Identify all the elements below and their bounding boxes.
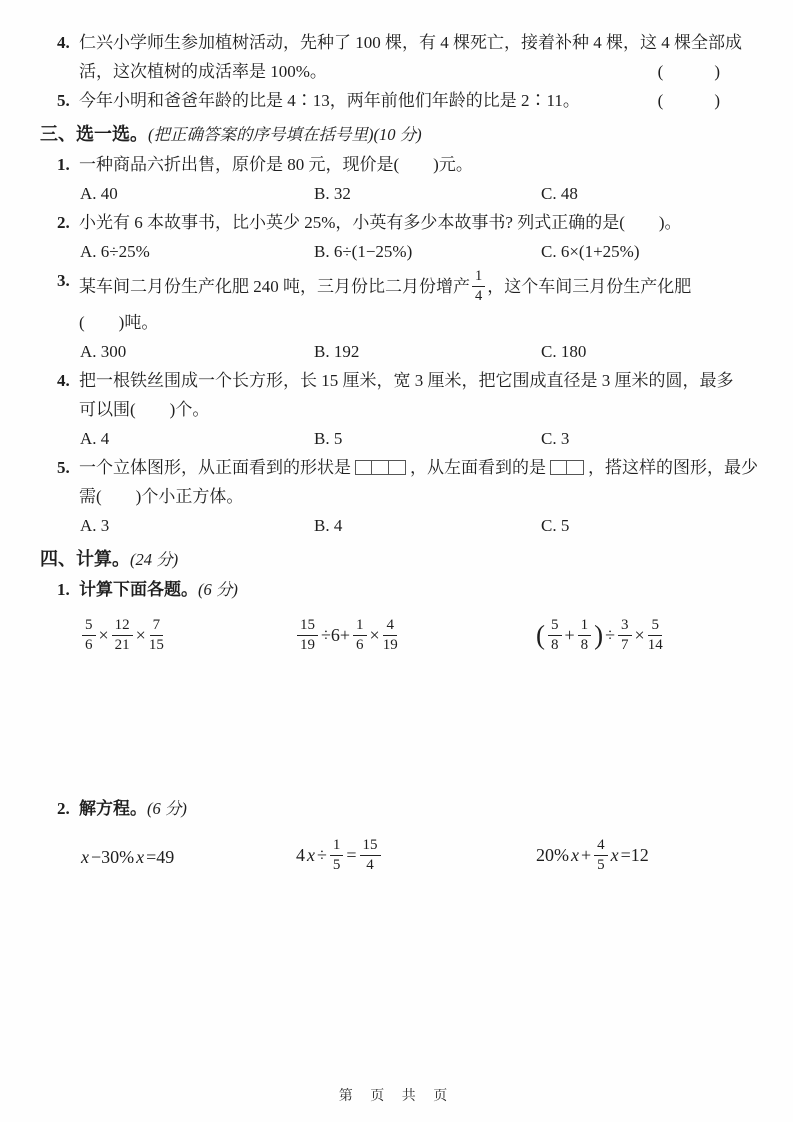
fraction-denominator: 8 [551, 636, 559, 653]
operator: × [135, 625, 146, 646]
front-view-shape [355, 460, 406, 475]
subsection-note: (6 分) [198, 580, 238, 599]
answer-bracket: ( ) [657, 62, 720, 81]
question-number: 5. [57, 91, 70, 110]
work-space [40, 666, 745, 794]
operator: 4 [296, 845, 305, 866]
fraction-numerator: 5 [82, 617, 96, 636]
answer-bracket: ( ) [657, 91, 720, 110]
view-cell [355, 460, 372, 475]
option-c: C. 48 [541, 184, 578, 203]
question-body [79, 28, 745, 86]
fraction [618, 617, 632, 654]
options-row [80, 424, 745, 453]
fraction [383, 617, 398, 654]
options-row [80, 179, 745, 208]
fraction-denominator: 4 [475, 287, 483, 304]
operator: = [346, 845, 357, 866]
calc-expression-3 [535, 616, 745, 656]
view-cell [372, 460, 389, 475]
fraction-numerator: 1 [353, 617, 367, 636]
equation-1 [80, 847, 295, 868]
option-b: B. 32 [314, 184, 351, 203]
option-a: A. 4 [80, 429, 110, 448]
subsection-number: 1. [57, 580, 70, 599]
calc-subsection-1 [40, 575, 745, 604]
fraction [578, 617, 592, 654]
question-body [79, 150, 745, 179]
subsection-body [79, 575, 745, 604]
fraction [112, 617, 133, 654]
question-number: 4. [57, 33, 70, 52]
operator: + [564, 625, 575, 646]
fraction [594, 837, 608, 874]
view-cell [550, 460, 567, 475]
fraction-numerator: 4 [383, 617, 397, 636]
left-view-shape [550, 460, 584, 475]
fraction-denominator: 5 [332, 856, 341, 873]
fraction-numerator: 12 [112, 617, 133, 636]
option-a: A. 3 [80, 516, 110, 535]
fraction-denominator: 4 [366, 856, 374, 873]
option-a: A. 40 [80, 184, 118, 203]
question-text: ，这个车间三月份生产化肥 [487, 277, 692, 296]
fraction-numerator: 3 [618, 617, 632, 636]
question-number: 2. [57, 213, 70, 232]
fraction [82, 617, 96, 654]
question-text: 某车间二月份生产化肥 240 吨，三月份比二月份增产 [79, 277, 470, 296]
option-c: C. 5 [541, 516, 570, 535]
operator: × [634, 625, 645, 646]
view-cell [389, 460, 406, 475]
calc-subsection-2 [40, 794, 745, 823]
section-calc-heading [40, 544, 745, 575]
fraction [472, 268, 485, 303]
question-text: 把一根铁丝围成一个长方形，长 15 厘米，宽 3 厘米，把它围成直径是 3 厘米的圆，最多 [79, 371, 734, 390]
question-text: 一种商品六折出售，原价是 80 元，现价是( )元。 [79, 155, 473, 174]
question-line [79, 86, 745, 115]
operator: =12 [620, 845, 649, 866]
fraction-numerator: 15 [360, 837, 381, 856]
fraction-numerator: 5 [648, 617, 662, 636]
variable: x [610, 845, 619, 866]
fraction-numerator: 1 [578, 617, 592, 636]
choice-question-2 [40, 208, 745, 237]
question-body [79, 208, 745, 237]
fraction-numerator: 1 [472, 268, 485, 286]
choice-question-1 [40, 150, 745, 179]
options-row [80, 511, 745, 540]
calc-expression-1 [80, 616, 295, 656]
question-text: 今年小明和爸爸年龄的比是 4∶13，两年前他们年龄的比是 2∶11。 [79, 91, 580, 110]
question-text: ，搭这样的图形，最少 [588, 458, 758, 477]
parenthesis: ( [536, 619, 545, 650]
fraction-numerator: 7 [150, 617, 164, 636]
calc-expressions-row [80, 608, 745, 666]
option-b: B. 5 [314, 429, 343, 448]
options-row [80, 237, 745, 266]
judgment-question-5 [40, 86, 745, 115]
parenthesis: ) [594, 619, 604, 650]
question-text: 活，这次植树的成活率是 100%。 [79, 62, 327, 81]
section-title: 三、选一选。 [40, 124, 148, 144]
question-text-continuation: 需( )个小正方体。 [79, 487, 244, 506]
question-text-continuation [79, 57, 745, 86]
variable: x [136, 846, 145, 867]
calc-expression-2 [295, 616, 535, 656]
options-row [80, 337, 745, 366]
section-note: (把正确答案的序号填在括号里)(10 分) [148, 125, 422, 144]
equation-2 [295, 836, 535, 876]
operator: −30% [91, 846, 135, 867]
question-number: 1. [57, 155, 70, 174]
question-number: 3. [57, 271, 70, 290]
question-body [79, 266, 745, 337]
fraction [548, 617, 562, 654]
option-a: A. 6÷25% [80, 242, 150, 261]
subsection-number: 2. [57, 799, 70, 818]
question-text-continuation: ( )吨。 [79, 313, 159, 332]
operator: 20% [536, 845, 569, 866]
question-text: 小光有 6 本故事书，比小英少 25%，小英有多少本故事书? 列式正确的是( )。 [79, 213, 682, 232]
section-note: (24 分) [130, 550, 179, 569]
variable: x [571, 845, 579, 866]
fraction-denominator: 21 [114, 636, 130, 653]
question-text: ，从左面看到的是 [410, 458, 546, 477]
question-text-with-shapes [79, 453, 758, 482]
option-b: B. 6÷(1−25%) [314, 242, 413, 261]
fraction-denominator: 15 [148, 636, 164, 653]
question-number: 5. [57, 458, 70, 477]
section-choice-heading [40, 119, 745, 150]
operator: ÷ [605, 625, 616, 646]
variable: x [307, 845, 315, 866]
operator: ÷6+ [321, 625, 351, 646]
page-footer: 第 页 共 页 [338, 1089, 455, 1104]
subsection-note: (6 分) [147, 799, 187, 818]
fraction [149, 617, 164, 654]
option-a: A. 300 [80, 342, 127, 361]
fraction [360, 837, 381, 874]
subsection-title: 计算下面各题。 [79, 580, 198, 599]
subsection-body [79, 794, 745, 823]
fraction-denominator: 8 [580, 636, 589, 653]
operator: × [369, 625, 380, 646]
question-text-continuation: 可以围( )个。 [79, 400, 210, 419]
judgment-question-4 [40, 28, 745, 86]
option-c: C. 3 [541, 429, 570, 448]
option-b: B. 192 [314, 342, 360, 361]
question-text: 仁兴小学师生参加植树活动，先种了 100 棵，有 4 棵死亡，接着补种 4 棵，这 4 棵全部成 [79, 33, 742, 52]
option-c: C. 180 [541, 342, 587, 361]
question-body [79, 453, 758, 511]
fraction [330, 837, 344, 874]
operator: × [98, 625, 109, 646]
option-c: C. 6×(1+25%) [541, 242, 640, 261]
fraction-denominator: 19 [300, 636, 315, 653]
fraction-numerator: 4 [594, 837, 608, 856]
question-body [79, 366, 745, 424]
choice-question-5 [40, 453, 758, 511]
fraction-denominator: 7 [621, 636, 629, 653]
fraction-denominator: 6 [356, 636, 364, 653]
operator: + [581, 845, 592, 866]
fraction-denominator: 6 [85, 636, 93, 653]
operator: ÷ [317, 845, 327, 866]
operator: =49 [146, 846, 175, 867]
option-b: B. 4 [314, 516, 343, 535]
variable: x [81, 846, 89, 867]
equations-row [80, 831, 745, 883]
fraction-denominator: 14 [647, 636, 663, 653]
equation-3 [535, 836, 745, 876]
fraction-numerator: 15 [297, 617, 318, 636]
view-cell [567, 460, 584, 475]
fraction [297, 617, 318, 654]
page-content [40, 28, 758, 883]
fraction-numerator: 5 [548, 617, 562, 636]
choice-question-4 [40, 366, 745, 424]
fraction-denominator: 5 [597, 856, 605, 873]
fraction [648, 617, 663, 654]
question-text-with-fraction [79, 266, 745, 308]
section-title: 四、计算。 [40, 549, 130, 569]
question-number: 4. [57, 371, 70, 390]
fraction [353, 617, 367, 654]
fraction-denominator: 19 [382, 636, 398, 653]
fraction-numerator: 1 [330, 837, 344, 856]
choice-question-3 [40, 266, 745, 337]
question-text: 一个立体图形，从正面看到的形状是 [79, 458, 351, 477]
question-body [79, 86, 745, 115]
subsection-title: 解方程。 [79, 799, 147, 818]
